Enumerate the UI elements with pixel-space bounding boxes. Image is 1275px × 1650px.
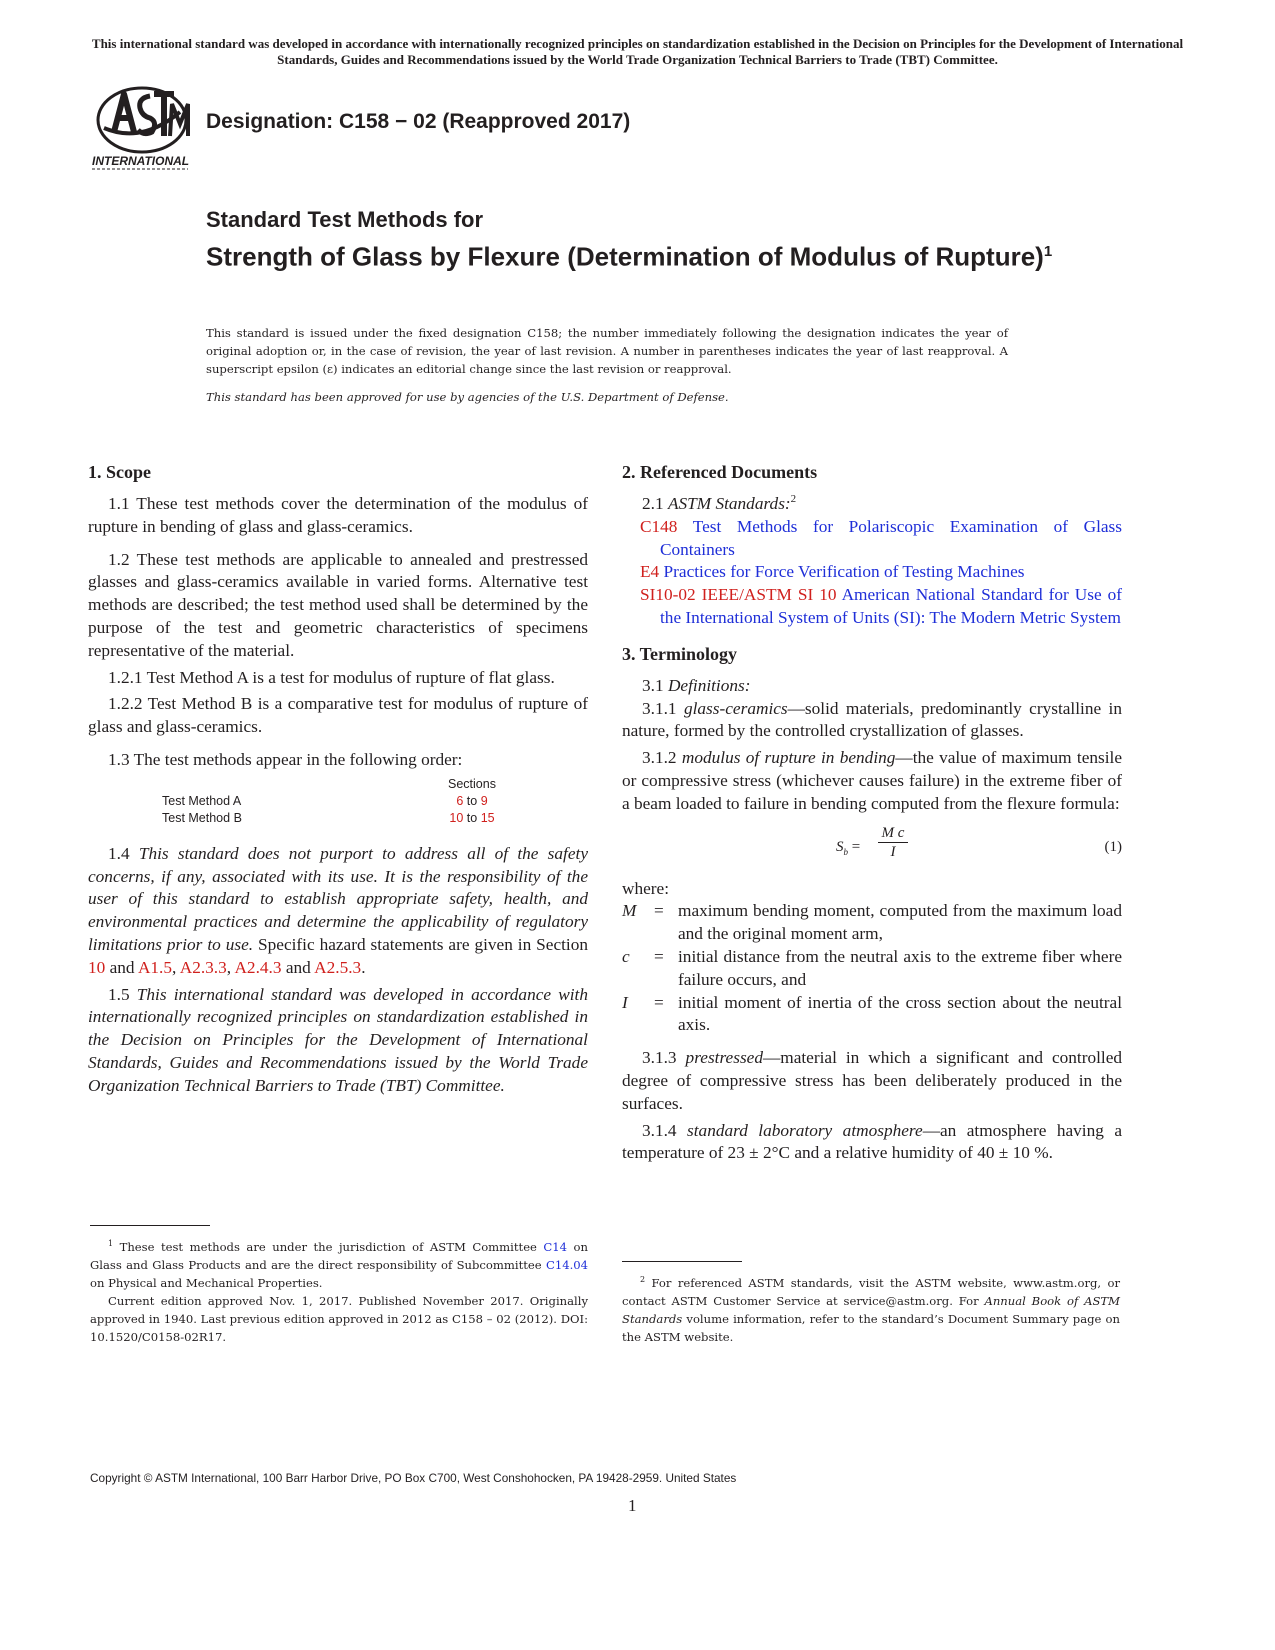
para-2-1 bbox=[622, 493, 1122, 516]
list-item bbox=[622, 900, 1122, 946]
para-3-1-4 bbox=[622, 1120, 1122, 1166]
safety-text: This standard does not purport to address all of the safety concerns, if any, associated with its use. It is the responsibility of the user of this standard to establish appropriate safety, health, and environmental practices and determine the applicability of regulatory limitations prior to use. bbox=[88, 843, 588, 954]
formula-fraction bbox=[878, 824, 908, 861]
page-title bbox=[206, 235, 1076, 274]
equation-number: (1) bbox=[1104, 838, 1122, 855]
definition: —material in which a significant and controlled degree of compressive stress has been deliberately produced in the surfaces. bbox=[622, 1048, 1123, 1113]
committee-link[interactable]: C14 bbox=[543, 1240, 568, 1254]
footnote-2-text bbox=[622, 1274, 1120, 1346]
definition: —solid materials, predominantly crystalline in nature, formed by the controlled crystallization of glasses. bbox=[622, 698, 1122, 741]
footnote-italic: Annual Book of ASTM Standards bbox=[622, 1294, 1120, 1326]
wto-text: This international standard was developed in accordance with internationally recognized principles on standardization established in the Decision on Principles for the Development of International Standards, Guides and Recommendations issued by the World Trade Organization Technical Barriers to Trade (TBT) Committee. bbox=[88, 984, 588, 1095]
logo-text: INTERNATIONAL bbox=[92, 154, 190, 168]
footnote-mark: 2 bbox=[790, 493, 797, 506]
order-method: Test Method A bbox=[162, 793, 242, 808]
list-item bbox=[622, 946, 1122, 992]
footnote-divider bbox=[622, 1261, 742, 1262]
footnote-text: These test methods are under the jurisdiction of ASTM Committee bbox=[119, 1240, 537, 1254]
para-3-1 bbox=[622, 675, 1122, 698]
footnote-1 bbox=[90, 1238, 588, 1346]
para-1-2: 1.2 These test methods are applicable to annealed and prestressed glasses and glass-ceramics available in varied forms. Alternative test methods are described; the test method used shall be determined by the purpose of the test and geometric characteristics of specimens representative of the material. bbox=[88, 549, 588, 660]
para-number: 1.4 bbox=[108, 843, 130, 863]
flexure-formula bbox=[622, 824, 1122, 868]
section-link[interactable]: 10 bbox=[88, 957, 106, 977]
order-method: Test Method B bbox=[162, 810, 242, 825]
formula-numerator: M c bbox=[878, 824, 908, 843]
ref-code[interactable]: E4 bbox=[640, 562, 660, 582]
para-1-5 bbox=[88, 984, 588, 1098]
where-symbol: M bbox=[622, 901, 637, 921]
formula-subscript: b bbox=[843, 846, 848, 857]
para-3-1-1 bbox=[622, 698, 1122, 744]
where-label: where: bbox=[622, 878, 670, 898]
issue-note: This standard is issued under the fixed designation C158; the number immediately following the designation indicates the year of original adoption or, in the case of revision, the year of last revision. A number in parentheses indicates the year of last reapproval. A superscript epsilon (ε) indicates an editorial change since the last revision or reapproval. bbox=[206, 326, 1008, 376]
para-3-1-3 bbox=[622, 1047, 1122, 1115]
term: glass-ceramics bbox=[683, 698, 788, 718]
ref-title[interactable]: American National Standard for Use of the International System of Units (SI): The Modern Metric System bbox=[660, 585, 1122, 627]
footnote-1-text bbox=[90, 1238, 588, 1292]
para-number: 2.1 bbox=[642, 494, 664, 513]
definitions-label: Definitions: bbox=[667, 675, 751, 695]
top-notice: This international standard was developed in accordance with internationally recognized principles on standardization established in the Decision on Principles for the Development of International Standards, Guides and Recommendations issued by the World Trade Organization Technical Barriers to Trade (TBT) Committee. bbox=[91, 36, 1184, 67]
section-heading-referenced: 2. Referenced Documents bbox=[622, 462, 818, 482]
where-symbol: I bbox=[622, 992, 628, 1012]
order-to: to bbox=[466, 810, 478, 825]
order-table bbox=[88, 776, 588, 827]
annex-link[interactable]: A1.5 bbox=[137, 957, 173, 977]
and-word: and bbox=[285, 957, 311, 977]
footnote-text: volume information, refer to the standard’s Document Summary page on the ASTM website. bbox=[622, 1312, 1120, 1344]
ref-item-e4[interactable] bbox=[622, 561, 1122, 584]
astm-logo-graphic bbox=[92, 84, 196, 174]
formula-denominator: I bbox=[890, 843, 896, 860]
para-number: 3.1.4 bbox=[642, 1120, 677, 1140]
title-block bbox=[206, 205, 1076, 274]
footnote-2 bbox=[622, 1274, 1120, 1346]
copyright: Copyright © ASTM International, 100 Barr Harbor Drive, PO Box C700, West Conshohocken, PA 19428-2959. United States bbox=[90, 1471, 737, 1485]
para-number: 3.1 bbox=[642, 675, 664, 695]
para-1-4: 1.4 This standard does not purport to address all of the safety concerns, if any, associated with its use. It is the responsibility of the user of this standard to establish appropriate safety, health, and environmental practices and determine the applicability of regulatory limitations prior to use. Specific hazard statements are given in Section 10 and A1.5, A2.3.3, A2.4.3 and A2.5.3. bbox=[88, 843, 588, 977]
section-link[interactable]: 6 bbox=[456, 793, 464, 808]
footnote-text: For referenced ASTM standards, visit the ASTM website, www.astm.org, or contact ASTM Customer Service at service@astm.org. For bbox=[622, 1276, 1121, 1308]
para-1-1: 1.1 These test methods cover the determination of the modulus of rupture in bending of glass and glass-ceramics. bbox=[88, 494, 588, 536]
ref-title[interactable]: Practices for Force Verification of Testing Machines bbox=[663, 562, 1025, 582]
order-table-header: Sections bbox=[448, 776, 496, 791]
title-main-text: Strength of Glass by Flexure (Determination of Modulus of Rupture) bbox=[206, 241, 1044, 272]
term: modulus of rupture in bending bbox=[681, 748, 896, 768]
ref-title[interactable]: Test Methods for Polariscopic Examination of Glass Containers bbox=[660, 516, 1122, 559]
ref-code[interactable]: C148 bbox=[640, 516, 678, 536]
astm-logo-icon bbox=[92, 84, 196, 174]
right-column bbox=[622, 460, 1122, 1175]
footnote-1-edition: Current edition approved Nov. 1, 2017. Published November 2017. Originally approved in 1940. Last previous edition approved in 2012 as C158 – 02 (2012). DOI: 10.1520/C0158-02R17. bbox=[90, 1294, 588, 1344]
footnote-text: on Glass and Glass Products and are the direct responsibility of Subcommittee bbox=[90, 1240, 588, 1272]
formula-equals: = bbox=[851, 838, 861, 855]
list-item bbox=[622, 992, 1122, 1038]
title-line1: Standard Test Methods for bbox=[206, 207, 484, 232]
and-word: and bbox=[109, 957, 135, 977]
subcommittee-link[interactable]: C14.04 bbox=[545, 1258, 589, 1272]
where-definition: initial moment of inertia of the cross section about the neutral axis. bbox=[678, 992, 1122, 1035]
annex-link[interactable]: A2.3.3 bbox=[179, 957, 227, 977]
section-link[interactable]: 10 bbox=[449, 810, 464, 825]
para-3-1-2 bbox=[622, 747, 1122, 815]
footnote-mark: 1 bbox=[108, 1239, 114, 1249]
definition: —the value of maximum tensile or compressive stress (whichever causes failure) in the extreme fiber of a beam loaded to failure in bending computed from the flexure formula: bbox=[622, 748, 1122, 813]
para-number: 1.5 bbox=[108, 984, 130, 1004]
page-number: 1 bbox=[628, 1496, 637, 1515]
hazard-text: Specific hazard statements are given in Section bbox=[258, 934, 588, 954]
annex-link[interactable]: A2.4.3 bbox=[234, 957, 282, 977]
para-number: 3.1.2 bbox=[642, 748, 677, 768]
table-row bbox=[88, 810, 512, 827]
table-row bbox=[88, 793, 512, 810]
left-column bbox=[88, 460, 588, 1108]
section-heading-terminology: 3. Terminology bbox=[622, 643, 738, 664]
term: prestressed bbox=[685, 1048, 763, 1068]
ref-item-c148[interactable] bbox=[622, 516, 1122, 562]
para-number: 3.1.1 bbox=[642, 698, 677, 718]
section-link[interactable]: 15 bbox=[480, 810, 495, 825]
title-footnote-mark: 1 bbox=[1043, 243, 1053, 260]
formula-symbol: S bbox=[836, 838, 844, 855]
ref-item-si10[interactable] bbox=[622, 584, 1122, 630]
astm-standards-label: ASTM Standards: bbox=[667, 494, 791, 513]
annex-link[interactable]: A2.5.3 bbox=[314, 957, 362, 977]
footnote-text: on Physical and Mechanical Properties. bbox=[90, 1276, 323, 1290]
where-equals: = bbox=[654, 901, 664, 921]
ref-code[interactable]: SI10-02 IEEE/ASTM SI 10 bbox=[640, 585, 837, 605]
where-definition: initial distance from the neutral axis to the extreme fiber where failure occurs, and bbox=[678, 946, 1122, 989]
para-1-2-1: 1.2.1 Test Method A is a test for modulus of rupture of flat glass. bbox=[108, 667, 555, 687]
footnote-divider bbox=[90, 1225, 210, 1226]
definition: —an atmosphere having a temperature of 23 ± 2°C and a relative humidity of 40 ± 10 %. bbox=[622, 1120, 1123, 1163]
para-1-2-2: 1.2.2 Test Method B is a comparative test for modulus of rupture of glass and glass-ceramics. bbox=[88, 694, 588, 737]
where-list bbox=[622, 900, 1122, 1037]
term: standard laboratory atmosphere bbox=[687, 1120, 923, 1140]
designation: Designation: C158 − 02 (Reapproved 2017) bbox=[206, 110, 631, 133]
footnote-mark: 2 bbox=[640, 1275, 646, 1285]
para-1-3: 1.3 The test methods appear in the following order: bbox=[108, 749, 463, 769]
section-link[interactable]: 9 bbox=[480, 793, 488, 808]
order-to: to bbox=[466, 793, 478, 808]
formula-lhs bbox=[836, 836, 860, 864]
where-symbol: c bbox=[622, 946, 630, 966]
where-equals: = bbox=[654, 992, 664, 1012]
where-definition: maximum bending moment, computed from the maximum load and the original moment arm, bbox=[678, 901, 1122, 944]
where-equals: = bbox=[654, 946, 664, 966]
para-number: 3.1.3 bbox=[642, 1048, 677, 1068]
dod-note: This standard has been approved for use by agencies of the U.S. Department of Defense. bbox=[206, 390, 729, 404]
section-heading-scope: 1. Scope bbox=[88, 462, 151, 482]
